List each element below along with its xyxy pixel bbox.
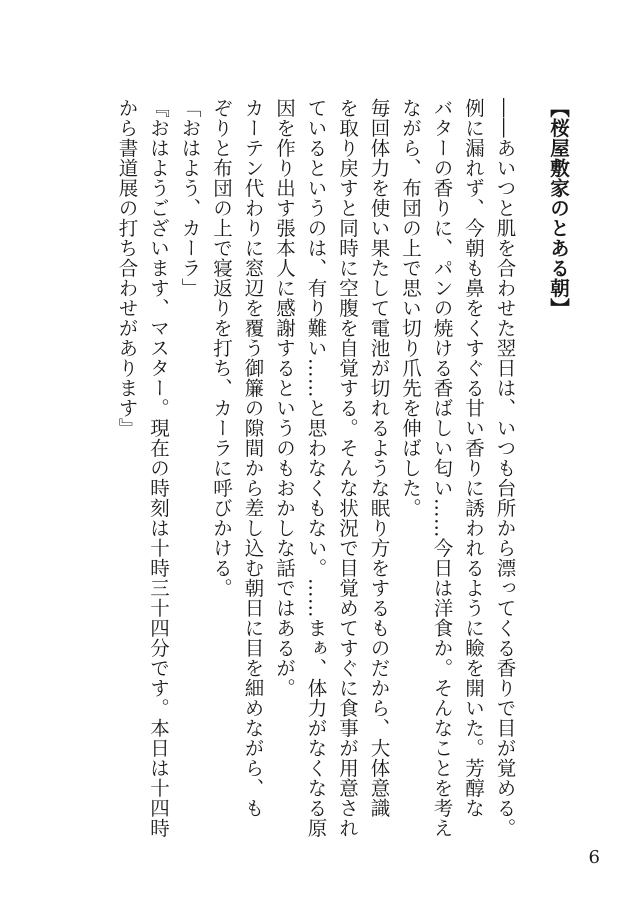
text-line-6: を取り戻すと同時に空腹を自覚する。そんな状況で目覚めてすぐに食事が用意され xyxy=(336,98,359,838)
vertical-text-block xyxy=(111,98,574,838)
text-line-1: ――あいつと肌を合わせた翌日は、いつも台所から漂ってくる香りで目が覚める。 xyxy=(493,98,517,838)
text-line-12: 『おはようございます、マスター。現在の時刻は十時三十四分です。本日は十四時 xyxy=(147,98,170,838)
text-line-7: ているというのは、有り難い……と思わなくもない。……まぁ、体力がなくなる原 xyxy=(304,98,328,838)
text-line-9: カーテン代わりに窓辺を覆う御簾の隙間から差し込む朝日に目を細めながら、も xyxy=(241,98,265,818)
text-line-10: ぞりと布団の上で寝返りを打ち、カーラに呼びかける。 xyxy=(210,98,233,598)
page-number: 6 xyxy=(588,847,600,868)
text-line-11: 「おはよう、カーラ」 xyxy=(178,98,202,298)
text-line-3: バターの香りに、パンの焼ける香ばしい匂い……今日は洋食か。そんなことを考え xyxy=(430,98,454,838)
text-line-13: から書道展の打ち合わせがあります』 xyxy=(115,98,139,438)
heading-gap xyxy=(521,98,533,833)
text-line-4: ながら、布団の上で思い切り爪先を伸ばした。 xyxy=(399,98,422,518)
text-line-5: 毎回体力を使い果たして電池が切れるような眠り方をするものだから、大体意識 xyxy=(367,98,391,818)
text-line-2: 例に漏れず、今朝も鼻をくすぐる甘い香りに誘われるように瞼を開いた。芳醇な xyxy=(462,98,485,818)
chapter-heading: 【桜屋敷家のとある朝】 xyxy=(547,98,570,318)
text-line-8: 因を作り出す張本人に感謝するというのもおかしな話ではあるが。 xyxy=(273,98,296,698)
